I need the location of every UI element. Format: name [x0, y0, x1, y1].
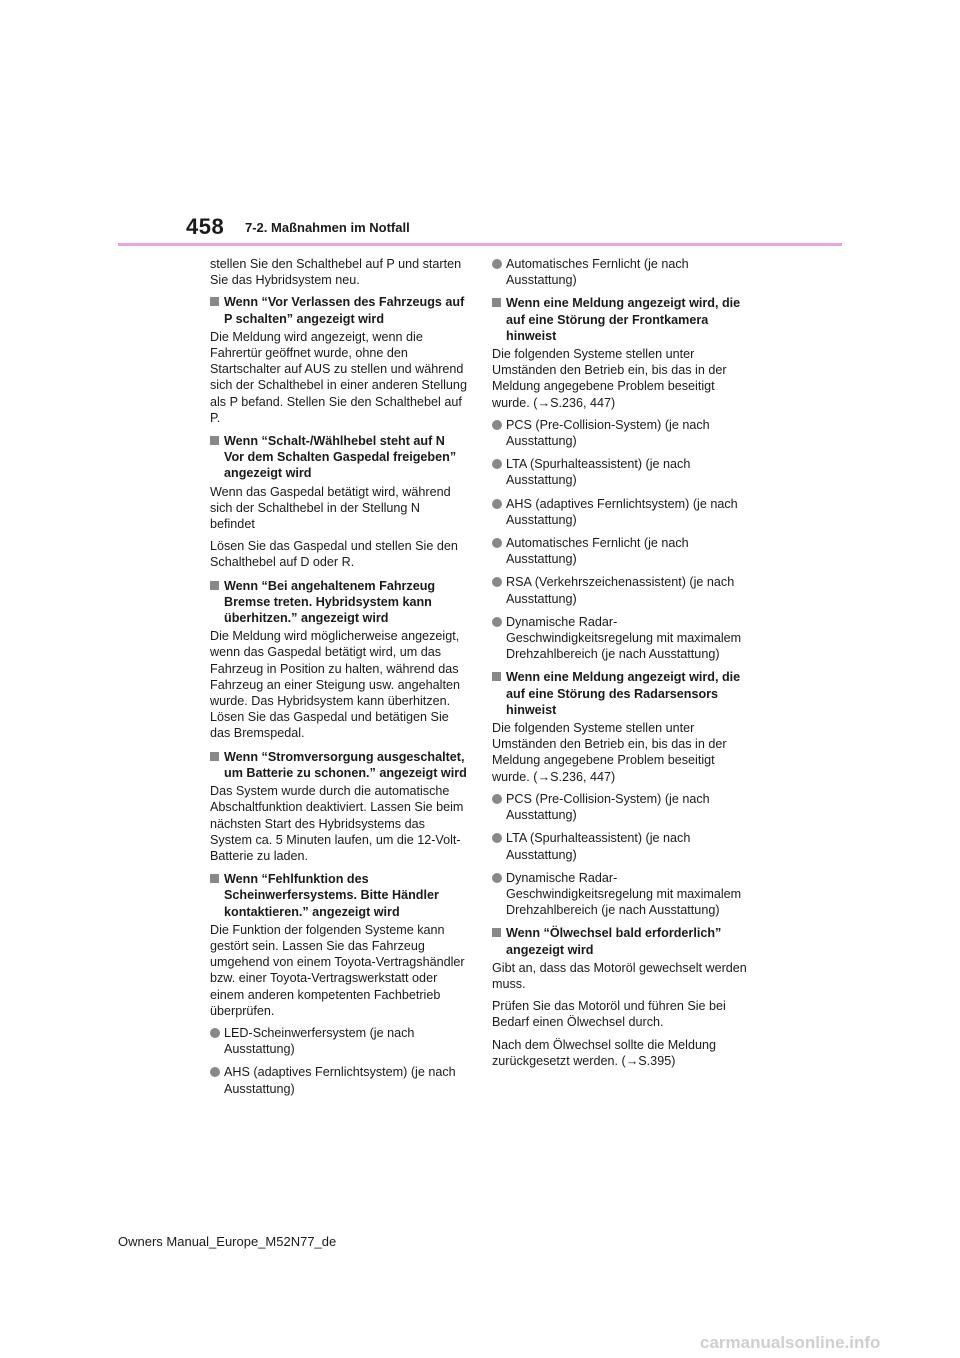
section-block: [210, 749, 468, 864]
section-heading: [210, 433, 468, 482]
bullet-dot-icon: [210, 1067, 220, 1077]
section-title: 7-2. Maßnahmen im Notfall: [245, 220, 410, 235]
bullet-item: [210, 1025, 468, 1057]
bullet-dot-icon: [492, 794, 502, 804]
section-block: [492, 925, 750, 1069]
bullet-text: Dynamische Radar-Geschwindigkeitsregelung mit maximalem Drehzahlbereich (je nach Ausstattung): [506, 870, 742, 918]
bullet-item: [492, 417, 750, 449]
section-paragraph: Die Funktion der folgenden Systeme kann gestört sein. Lassen Sie das Fahrzeug umgehend von einem Toyota-Vertragshändler bzw. einer Toyota-Vertragswerkstatt oder einem anderen kompetenten Fachbetrieb überprüfen.: [210, 922, 465, 1018]
section-heading: [492, 925, 750, 957]
bullet-dot-icon: [492, 459, 502, 469]
bullet-item: [492, 496, 750, 528]
section-block: [210, 871, 468, 1097]
section-heading: [210, 749, 468, 781]
bullet-text: PCS (Pre-Collision-System) (je nach Ausstattung): [506, 417, 710, 449]
square-bullet-icon: [210, 297, 219, 306]
right-intro-bullets: [492, 256, 750, 288]
bullet-dot-icon: [492, 259, 502, 269]
bullet-text: Automatisches Fernlicht (je nach Ausstattung): [506, 536, 689, 567]
bullet-item: [210, 1064, 468, 1096]
section-heading-text: Wenn “Stromversorgung ausgeschaltet, um Batterie zu schonen.” angezeigt wird: [224, 749, 467, 780]
page-number: 458: [186, 214, 225, 239]
square-bullet-icon: [210, 752, 219, 761]
bullet-text: RSA (Verkehrszeichenassistent) (je nach Ausstattung): [506, 575, 735, 606]
header-divider: [118, 243, 842, 246]
bullet-item: [492, 870, 750, 919]
section-block: [210, 433, 468, 571]
bullet-text: Dynamische Radar-Geschwindigkeitsregelung mit maximalem Drehzahlbereich (je nach Ausstattung): [506, 614, 742, 662]
left-sections: [210, 294, 468, 1096]
bullet-dot-icon: [492, 577, 502, 587]
bullet-dot-icon: [210, 1028, 220, 1038]
section-heading-text: Wenn eine Meldung angezeigt wird, die auf eine Störung der Frontkamera hinweist: [506, 296, 741, 343]
section-paragraph: Wenn das Gaspedal betätigt wird, während sich der Schalthebel in der Stellung N befindet: [210, 484, 451, 532]
section-paragraph: Die folgenden Systeme stellen unter Umständen den Betrieb ein, bis das in der Meldung angegebene Problem beseitigt wurde. (→S.236, 447): [492, 721, 727, 784]
section-heading: [210, 578, 468, 627]
bullet-text: LTA (Spurhalteassistent) (je nach Ausstattung): [506, 831, 691, 862]
footer-text: Owners Manual_Europe_M52N77_de: [118, 1234, 337, 1249]
bullet-dot-icon: [492, 873, 502, 883]
section-block: [210, 294, 468, 426]
square-bullet-icon: [210, 581, 219, 590]
section-heading: [492, 295, 750, 344]
intro-paragraph: stellen Sie den Schalthebel auf P und starten Sie das Hybridsystem neu.: [210, 257, 462, 288]
square-bullet-icon: [210, 436, 219, 445]
section-paragraph: Die Meldung wird möglicherweise angezeigt, wenn das Gaspedal betätigt wird, um das Fahrzeug in Position zu halten, während das Fahrzeug an einer Steigung usw. angehalten wurde. Das Hybridsystem kann überhitzen. Lösen Sie das Gaspedal und betätigen Sie das Bremspedal.: [210, 629, 460, 741]
square-bullet-icon: [492, 928, 501, 937]
left-column: [210, 256, 468, 1104]
bullet-item: [492, 574, 750, 606]
section-paragraph: Lösen Sie das Gaspedal und stellen Sie den Schalthebel auf D oder R.: [210, 539, 458, 570]
bullet-item: [492, 830, 750, 862]
bullet-dot-icon: [492, 499, 502, 509]
section-heading: [210, 871, 468, 920]
bullet-text: AHS (adaptives Fernlichtsystem) (je nach Ausstattung): [506, 496, 738, 527]
bullet-dot-icon: [492, 617, 502, 627]
section-heading-text: Wenn “Ölwechsel bald erforderlich” angezeigt wird: [506, 926, 722, 957]
bullet-text: PCS (Pre-Collision-System) (je nach Ausstattung): [506, 791, 710, 823]
bullet-text: Automatisches Fernlicht (je nach Ausstattung): [506, 257, 689, 288]
section-heading-text: Wenn “Fehlfunktion des Scheinwerfersystems. Bitte Händler kontaktieren.” angezeigt wird: [224, 872, 439, 919]
right-sections: [492, 295, 750, 1069]
section-block: [210, 578, 468, 742]
section-paragraph: Die Meldung wird angezeigt, wenn die Fahrertür geöffnet wurde, ohne den Startschalter auf AUS zu stellen und während sich der Schalthebel in einer anderen Stellung als P befand. Stellen Sie den Schalthebel auf P.: [210, 329, 467, 425]
section-block: [492, 669, 750, 918]
bullet-text: AHS (adaptives Fernlichtsystem) (je nach Ausstattung): [224, 1065, 456, 1096]
bullet-item: [492, 535, 750, 567]
section-paragraph: Das System wurde durch die automatische Abschaltfunktion deaktiviert. Lassen Sie beim nächsten Start des Hybridsystems das System ca. 5 Minuten laufen, um die 12-Volt-Batterie zu laden.: [210, 784, 464, 863]
section-block: [492, 295, 750, 662]
bullet-dot-icon: [492, 420, 502, 430]
section-paragraph: Nach dem Ölwechsel sollte die Meldung zurückgesetzt werden. (→S.395): [492, 1037, 717, 1068]
square-bullet-icon: [492, 298, 501, 307]
bullet-text: LTA (Spurhalteassistent) (je nach Ausstattung): [506, 457, 691, 488]
section-heading: [492, 669, 750, 718]
bullet-item: [492, 791, 750, 823]
section-heading-text: Wenn “Schalt-/Wählhebel steht auf N Vor dem Schalten Gaspedal freigeben” angezeigt wird: [224, 434, 457, 481]
section-paragraph: Die folgenden Systeme stellen unter Umständen den Betrieb ein, bis das in der Meldung angegebene Problem beseitigt wurde. (→S.236, 447): [492, 347, 727, 410]
square-bullet-icon: [492, 672, 501, 681]
watermark: carmanualsonline.info: [700, 1333, 881, 1352]
section-heading-text: Wenn “Vor Verlassen des Fahrzeugs auf P schalten” angezeigt wird: [224, 295, 465, 326]
bullet-text: LED-Scheinwerfersystem (je nach Ausstattung): [224, 1025, 415, 1057]
square-bullet-icon: [210, 874, 219, 883]
section-heading-text: Wenn “Bei angehaltenem Fahrzeug Bremse treten. Hybridsystem kann überhitzen.” angezeigt wird: [224, 578, 436, 626]
section-heading: [210, 294, 468, 326]
section-heading-text: Wenn eine Meldung angezeigt wird, die auf eine Störung des Radarsensors hinweist: [506, 670, 741, 717]
bullet-dot-icon: [492, 538, 502, 548]
bullet-item: [492, 256, 750, 288]
bullet-item: [492, 456, 750, 488]
bullet-item: [492, 614, 750, 663]
section-paragraph: Gibt an, dass das Motoröl gewechselt werden muss.: [492, 960, 747, 991]
right-column: [492, 256, 750, 1076]
section-paragraph: Prüfen Sie das Motoröl und führen Sie bei Bedarf einen Ölwechsel durch.: [492, 999, 726, 1030]
bullet-dot-icon: [492, 833, 502, 843]
